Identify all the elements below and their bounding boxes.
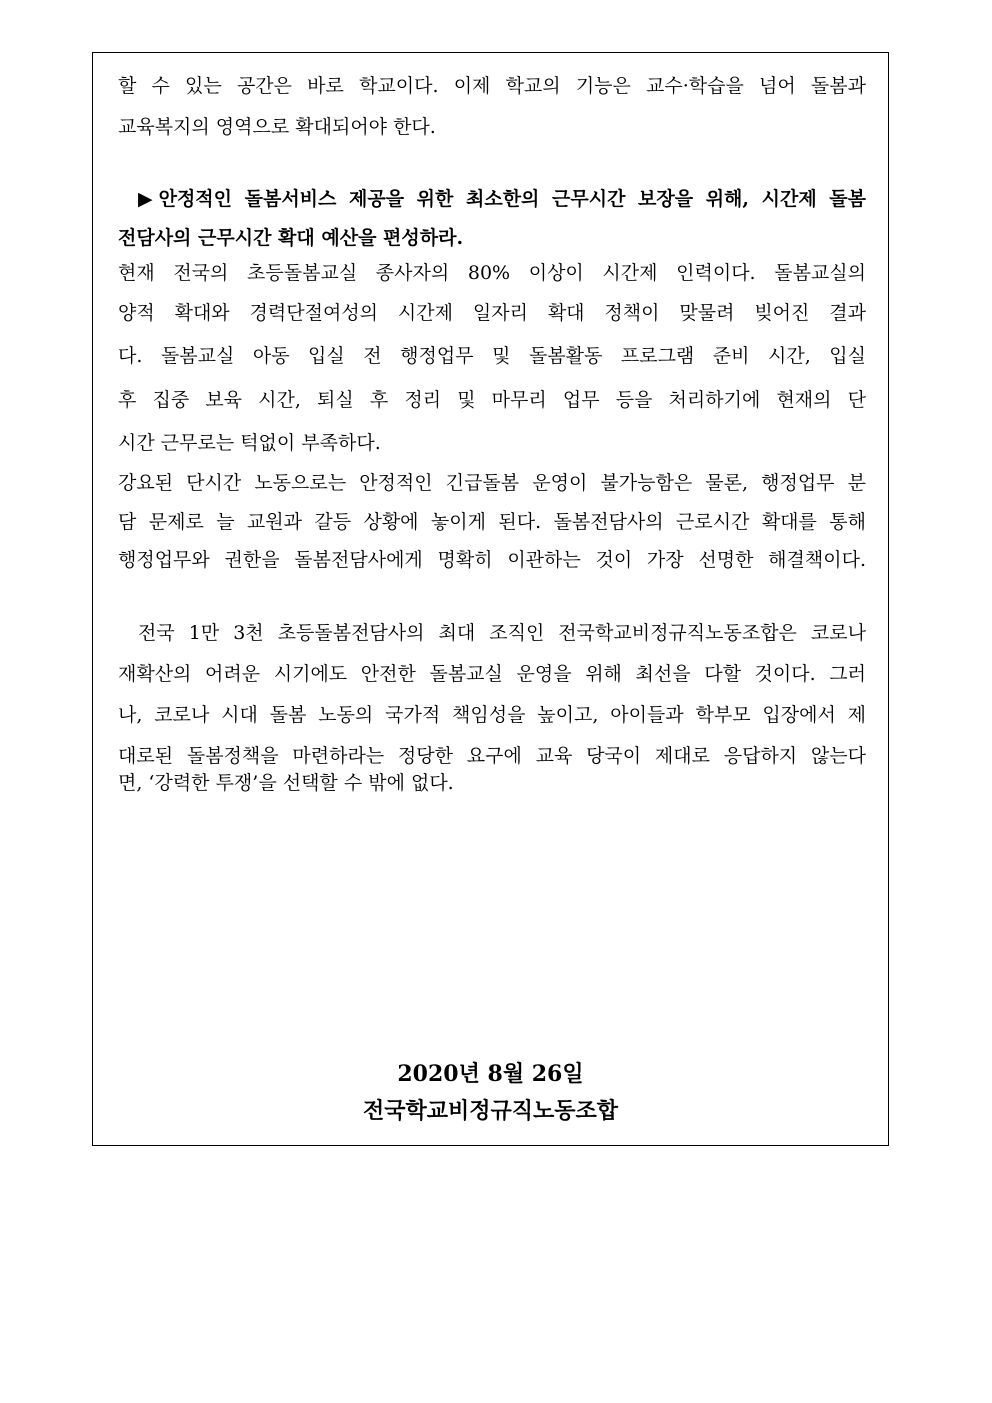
demand-para1-line-3: 다. 돌봄교실 아동 입실 전 행정업무 및 돌봄활동 프로그램 준비 시간, 입실 bbox=[118, 345, 866, 367]
demand-heading-line-1: ▶안정적인 돌봄서비스 제공을 위한 최소한의 근무시간 보장을 위해, 시간제 돌봄 bbox=[138, 188, 866, 210]
closing-line-1: 전국 1만 3천 초등돌봄전담사의 최대 조직인 전국학교비정규직노동조합은 코로나 bbox=[138, 622, 866, 644]
demand-para1-line-4: 후 집중 보육 시간, 퇴실 후 정리 및 마무리 업무 등을 처리하기에 현재의 단 bbox=[118, 389, 866, 411]
demand-para1-line-1: 현재 전국의 초등돌봄교실 종사자의 80% 이상이 시간제 인력이다. 돌봄교실의 bbox=[118, 262, 866, 284]
demand-para1-line-5: 시간 근무로는 턱없이 부족하다. bbox=[118, 432, 381, 454]
document-frame bbox=[92, 52, 889, 1146]
demand-para2-line-2: 담 문제로 늘 교원과 갈등 상황에 놓이게 된다. 돌봄전담사의 근로시간 확대를 통해 bbox=[118, 511, 866, 533]
demand-heading-line-2: 전담사의 근무시간 확대 예산을 편성하라. bbox=[118, 227, 464, 249]
signature-date: 2020년 8월 26일 bbox=[397, 1061, 584, 1087]
demand-para2-line-1: 강요된 단시간 노동으로는 안정적인 긴급돌봄 운영이 불가능함은 물론, 행정업무 분 bbox=[118, 472, 866, 494]
closing-line-3: 나, 코로나 시대 돌봄 노동의 국가적 책임성을 높이고, 아이들과 학부모 입장에서 제 bbox=[118, 704, 866, 726]
closing-line-4: 대로된 돌봄정책을 마련하라는 정당한 요구에 교육 당국이 제대로 응답하지 않는다 bbox=[118, 745, 866, 767]
demand-para2-line-3: 행정업무와 권한을 돌봄전담사에게 명확히 이관하는 것이 가장 선명한 해결책이다. bbox=[118, 549, 866, 571]
closing-line-5: 면, ‘강력한 투쟁’을 선택할 수 밖에 없다. bbox=[118, 772, 454, 794]
intro-line-2: 교육복지의 영역으로 확대되어야 한다. bbox=[118, 116, 436, 138]
signature-organization: 전국학교비정규직노동조합 bbox=[362, 1098, 619, 1124]
closing-line-2: 재확산의 어려운 시기에도 안전한 돌봄교실 운영을 위해 최선을 다할 것이다. 그러 bbox=[118, 663, 866, 685]
intro-line-1: 할 수 있는 공간은 바로 학교이다. 이제 학교의 기능은 교수·학습을 넘어 돌봄과 bbox=[118, 75, 866, 97]
demand-para1-line-2: 양적 확대와 경력단절여성의 시간제 일자리 확대 정책이 맞물려 빚어진 결과 bbox=[118, 302, 866, 324]
